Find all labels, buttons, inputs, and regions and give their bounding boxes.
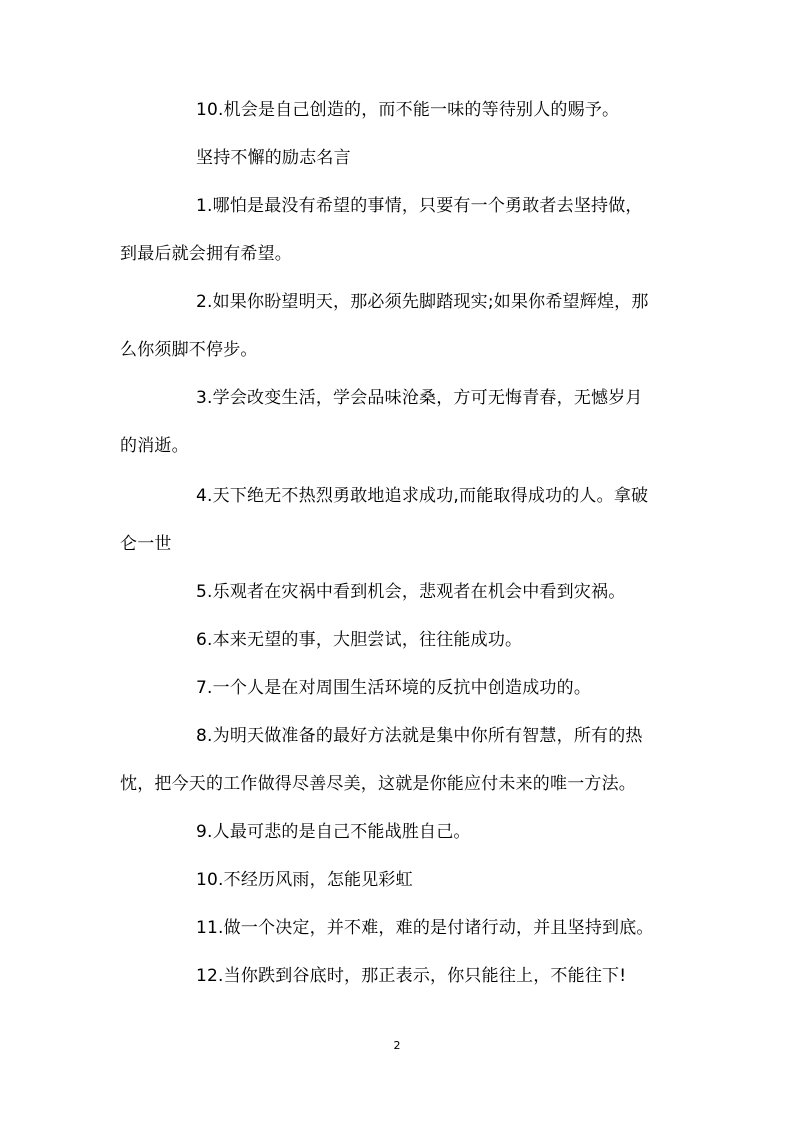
text-line: 到最后就会拥有希望。 [120, 244, 292, 264]
text-line: 6.本来无望的事，大胆尝试，往往能成功。 [196, 630, 523, 650]
text-line: 么你须脚不停步。 [120, 340, 258, 360]
text-line: 1.哪怕是最没有希望的事情，只要有一个勇敢者去坚持做， [196, 196, 643, 216]
text-line: 5.乐观者在灾祸中看到机会，悲观者在机会中看到灾祸。 [196, 582, 626, 602]
text-line: 7.一个人是在对周围生活环境的反抗中创造成功的。 [196, 678, 592, 698]
page-number: 2 [393, 1039, 401, 1052]
text-line: 3.学会改变生活，学会品味沧桑，方可无悔青春，无憾岁月 [196, 388, 643, 408]
text-line: 9.人最可悲的是自己不能战胜自己。 [196, 822, 471, 842]
text-line: 忱，把今天的工作做得尽善尽美，这就是你能应付未来的唯一方法。 [120, 774, 636, 794]
text-line: 8.为明天做准备的最好方法就是集中你所有智慧，所有的热 [196, 726, 643, 746]
text-line: 2.如果你盼望明天，那必须先脚踏现实;如果你希望辉煌，那 [196, 292, 649, 312]
text-line: 仑一世 [120, 534, 172, 554]
text-line: 10.不经历风雨，怎能见彩虹 [196, 870, 413, 890]
section-heading: 坚持不懈的励志名言 [196, 148, 351, 168]
text-line: 的消逝。 [120, 436, 189, 456]
text-line: 4.天下绝无不热烈勇敢地追求成功,而能取得成功的人。拿破 [196, 486, 649, 506]
text-line: 12.当你跌到谷底时，那正表示，你只能往上，不能往下! [196, 966, 627, 986]
text-line: 11.做一个决定，并不难，难的是付诸行动，并且坚持到底。 [196, 918, 654, 938]
text-line: 10.机会是自己创造的，而不能一味的等待别人的赐予。 [196, 100, 620, 120]
